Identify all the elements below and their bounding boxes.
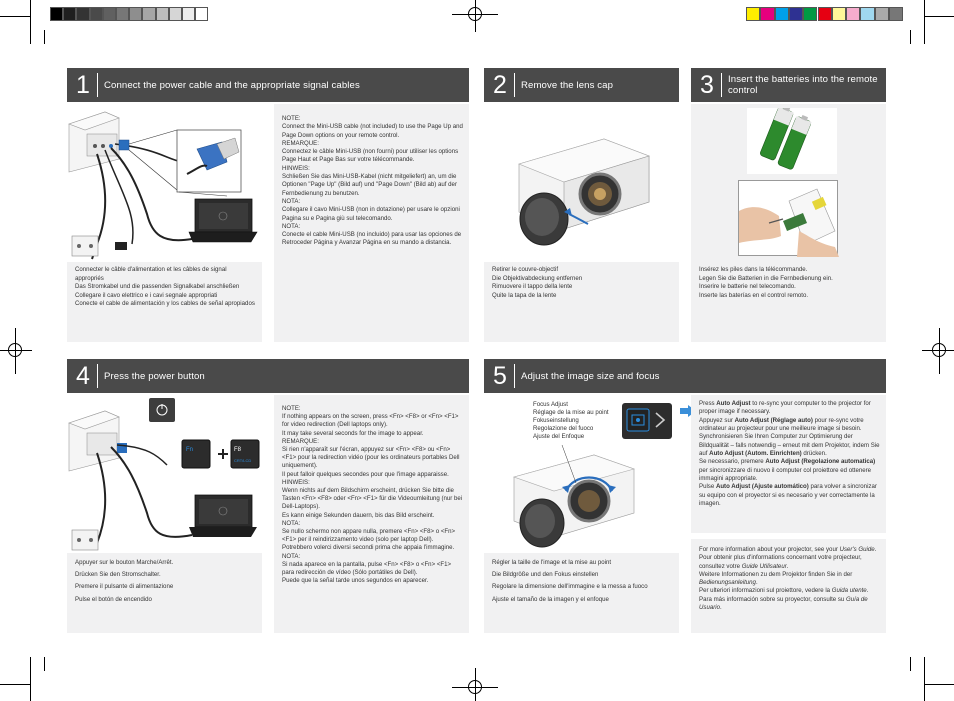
step-3-header [691, 68, 886, 102]
text: Pulse [699, 483, 716, 491]
text: drücken. [801, 450, 827, 458]
note-line: Connect the Mini-USB cable (not included) to use the Page Up and Page Down options on your remote control. [282, 123, 463, 139]
step-4-illustration [67, 395, 262, 553]
color-swatch [182, 7, 195, 21]
step-1-captions [75, 266, 255, 309]
step-number: 2 [493, 70, 507, 99]
caption-it: Inserire le batterie nel telecomando. [699, 283, 796, 291]
emphasis: Guida utente [831, 587, 867, 595]
caption-fr: Retirer le couvre-objectif [492, 266, 559, 273]
step-1-header [67, 68, 469, 102]
note-line: NOTA: [282, 222, 301, 230]
text: . [755, 579, 758, 587]
note-line: Conecte el cable Mini-USB (no incluido) para usar las opciones de Retroceder Página y Avanzar Página en su mando a distancia. [282, 231, 462, 247]
callout-fr: Réglage de la mise au point [533, 408, 609, 416]
note-line: NOTE: [282, 115, 301, 122]
text: pour re-sync votre ordinateur au projecteur pour une meilleure image si besoin. [699, 416, 864, 433]
color-swatch [846, 7, 860, 21]
emphasis: Auto Adjust (Ajuste automático) [715, 483, 809, 491]
info-paragraph [699, 483, 883, 508]
note-line: Schließen Sie das Mini-USB-Kabel (nicht mitgeliefert) an, um die Optionen "Page Up" (Bild auf) und "Page Down" (Bild ab) auf der Fernbedienung zu benutzen. [282, 173, 457, 197]
caption-it: Regolare la dimensione dell'immagine e la messa a fuoco [492, 583, 648, 591]
color-swatch [169, 7, 182, 21]
step-title: Connect the power cable and the appropriate signal cables [104, 79, 360, 91]
color-swatch [860, 7, 874, 21]
note-line: HINWEIS: [282, 164, 310, 172]
emphasis: Bedienungsanleitung [699, 579, 756, 587]
text: Press [699, 400, 717, 407]
note-line: If nothing appears on the screen, press <Fn> <F8> or <Fn> <F1> for video redirection (Dell laptops only). [282, 413, 459, 429]
emphasis: Auto Adjust (Réglage auto) [734, 416, 813, 424]
note-line: Connectez le câble Mini-USB (non fourni) pour utiliser les options Page Haut et Page Bas sur votre télécommande. [282, 148, 459, 164]
caption-fr: Insérez les piles dans la télécommande. [699, 266, 808, 273]
color-swatch [818, 7, 832, 21]
emphasis: Auto Adjust (Autom. Einrichten) [709, 450, 802, 458]
note-line: REMARQUE: [282, 139, 319, 147]
caption-fr: Appuyer sur le bouton Marche/Arrêt. [75, 559, 174, 566]
step-title: Remove the lens cap [521, 79, 614, 91]
note-line: NOTA: [282, 552, 301, 560]
info-paragraph [699, 458, 883, 483]
color-swatch [129, 7, 142, 21]
step-title: Adjust the image size and focus [521, 370, 660, 382]
emphasis: User's Guide [839, 546, 875, 553]
color-swatch [875, 7, 889, 21]
text: Appuyez sur [699, 416, 735, 424]
f8-key-label: F8 [234, 447, 242, 453]
step-2-captions [492, 266, 672, 300]
color-swatch [103, 7, 116, 21]
color-swatch [803, 7, 817, 21]
caption-fr: Connecter le câble d'alimentation et les câbles de signal appropriés [75, 266, 227, 282]
note-line: Collegare il cavo Mini-USB (non in dotazione) per usare le opzioni Pagina su e Pagina giù sul telecomando. [282, 206, 460, 222]
note-line: Se nullo schermo non appare nulla, premere <Fn> <F8> o <Fn> <F1> per il reindirizzamento video (solo per laptop Dell). [282, 528, 456, 544]
text: Per ulteriori informazioni sul proiettore, vedere la [699, 587, 832, 595]
text: Para más información sobre su proyector, consulte su [699, 595, 846, 603]
note-line: Potrebbero volerci diversi secondi prima che appaia l'immagine. [282, 544, 455, 552]
note-line: Puede que la señal tarde unos segundos en aparecer. [282, 577, 429, 585]
step-number: 5 [493, 361, 507, 390]
caption-es: Ajuste el tamaño de la imagen y el enfoque [492, 595, 609, 603]
step-title: Press the power button [104, 370, 205, 382]
color-swatch [195, 7, 208, 21]
caption-it: Collegare il cavo elettrico e i cavi segnale appropriati [75, 291, 218, 299]
color-swatch [760, 7, 774, 21]
note-line: HINWEIS: [282, 478, 310, 486]
step-4-header [67, 359, 469, 393]
note-line: NOTA: [282, 519, 301, 527]
color-swatch [76, 7, 89, 21]
step-4-captions [75, 557, 255, 606]
caption-de: Die Bildgröße und den Fokus einstellen [492, 571, 599, 579]
info-paragraph [699, 596, 883, 613]
step-5-captions [492, 557, 674, 606]
step-5-callouts [533, 401, 618, 441]
info-paragraph [699, 433, 883, 458]
caption-es: Quite la tapa de la lente [492, 291, 557, 299]
fn-key-label: Fn [186, 447, 194, 453]
text: per sincronizzare di nuovo il computer col proiettore ed ottenere immagini appropriate. [699, 466, 872, 483]
info-paragraph [699, 546, 883, 554]
note-line: It may take several seconds for the image to appear. [282, 429, 424, 437]
auto-adjust-text [699, 400, 883, 508]
step-number: 4 [76, 361, 90, 390]
text: . [786, 562, 789, 570]
emphasis: Auto Adjust (Regolazione automatica) [765, 458, 876, 466]
text: para volver a sincronizar su equipo con el proyector si es necesario y ver correctamente la imagen. [699, 483, 877, 508]
color-swatch [63, 7, 76, 21]
text: Se necessario, premere [699, 458, 766, 466]
caption-de: Das Stromkabel und die passenden Signalkabel anschließen [75, 283, 240, 291]
color-swatch [142, 7, 155, 21]
caption-de: Legen Sie die Batterien in die Fernbedienung ein. [699, 274, 833, 282]
step-5-header [484, 359, 886, 393]
callout-it: Regolazione del fuoco [533, 424, 594, 432]
color-swatch [156, 7, 169, 21]
callout-de: Fokuseinstellung [533, 416, 579, 424]
callout-es: Ajuste del Enfoque [533, 432, 585, 440]
color-swatch [775, 7, 789, 21]
step-number: 3 [700, 70, 714, 99]
step-number: 1 [76, 70, 90, 99]
note-line: REMARQUE: [282, 437, 319, 445]
text: Synchronisieren Sie Ihren Computer zur Optimierung der Bildqualität – falls notwendig – erneut mit dem Projektor, indem Sie auf [699, 433, 880, 458]
note-line: NOTE: [282, 405, 301, 412]
color-swatch [50, 7, 63, 21]
emphasis: Guide Utilisateur [741, 562, 787, 570]
note-line: Es kann einige Sekunden dauern, bis das Bild erscheint. [282, 511, 435, 519]
color-swatch [789, 7, 803, 21]
text: to re-sync your computer to the projector for proper image if necessary. [699, 400, 871, 416]
step-3-remote-illustration [738, 180, 838, 256]
step-4-notes [282, 405, 464, 585]
text: . [720, 604, 722, 612]
caption-es: Inserte las baterías en el control remoto. [699, 291, 809, 299]
step-2-header [484, 68, 679, 102]
step-3-captions [699, 266, 881, 300]
step-3-battery-illustration [747, 108, 837, 174]
caption-it: Rimuovere il tappo della lente [492, 283, 573, 291]
step-1-illustration [67, 104, 262, 262]
info-paragraph [699, 417, 883, 434]
color-swatch [746, 7, 760, 21]
note-line: NOTA: [282, 197, 301, 205]
caption-it: Premere il pulsante di alimentazione [75, 583, 174, 591]
color-swatch [889, 7, 903, 21]
info-paragraph [699, 400, 883, 417]
caption-de: Drücken Sie den Stromschalter. [75, 571, 161, 579]
callout-en: Focus Adjust [533, 401, 568, 408]
color-swatch [90, 7, 103, 21]
caption-fr: Régler la taille de l'image et la mise au point [492, 559, 612, 566]
text: For more information about your projector, see your [699, 546, 840, 553]
step-1-notes [282, 115, 464, 248]
color-swatch [116, 7, 129, 21]
emphasis: Guía de Usuario [699, 595, 868, 612]
info-paragraph [699, 554, 883, 571]
color-swatch [832, 7, 846, 21]
step-title: Insert the batteries into the remote control [728, 74, 878, 96]
info-paragraph [699, 571, 883, 588]
note-line: Si rien n'apparaît sur l'écran, appuyez sur <Fn> <F8> ou <Fn> <F1> pour la redirection vidéo (pour les ordinateurs portables Dell uniquement). [282, 446, 460, 470]
more-info-text [699, 546, 883, 612]
emphasis: Auto Adjust [716, 400, 751, 407]
caption-de: Die Objektivabdeckung entfernen [492, 274, 583, 282]
note-line: Wenn nichts auf dem Bildschirm erscheint, drücken Sie bitte die Tasten <Fn> <F8> oder <Fn> <F1> für die Videoumleitung (nur bei Dell-Laptops). [282, 487, 463, 511]
caption-es: Conecte el cable de alimentación y los cables de señal apropiados [75, 300, 255, 308]
note-line: Il peut falloir quelques secondes pour que l'image apparaisse. [282, 470, 449, 478]
f8-key-sublabel: CRT/LCD [234, 458, 252, 463]
info-paragraph [699, 587, 883, 595]
caption-es: Pulse el botón de encendido [75, 595, 152, 603]
step-2-illustration [484, 104, 679, 262]
text: . [874, 546, 877, 553]
text: Weitere Informationen zu dem Projektor finden Sie in der [699, 570, 853, 578]
text: Pour obtenir plus d'informations concernant votre projecteur, consultez votre [699, 554, 862, 570]
text: . [866, 587, 869, 595]
note-line: Si nada aparece en la pantalla, pulse <Fn> <F8> o <Fn> <F1> para redirección de vídeo (Sólo portátiles de Dell). [282, 560, 452, 577]
